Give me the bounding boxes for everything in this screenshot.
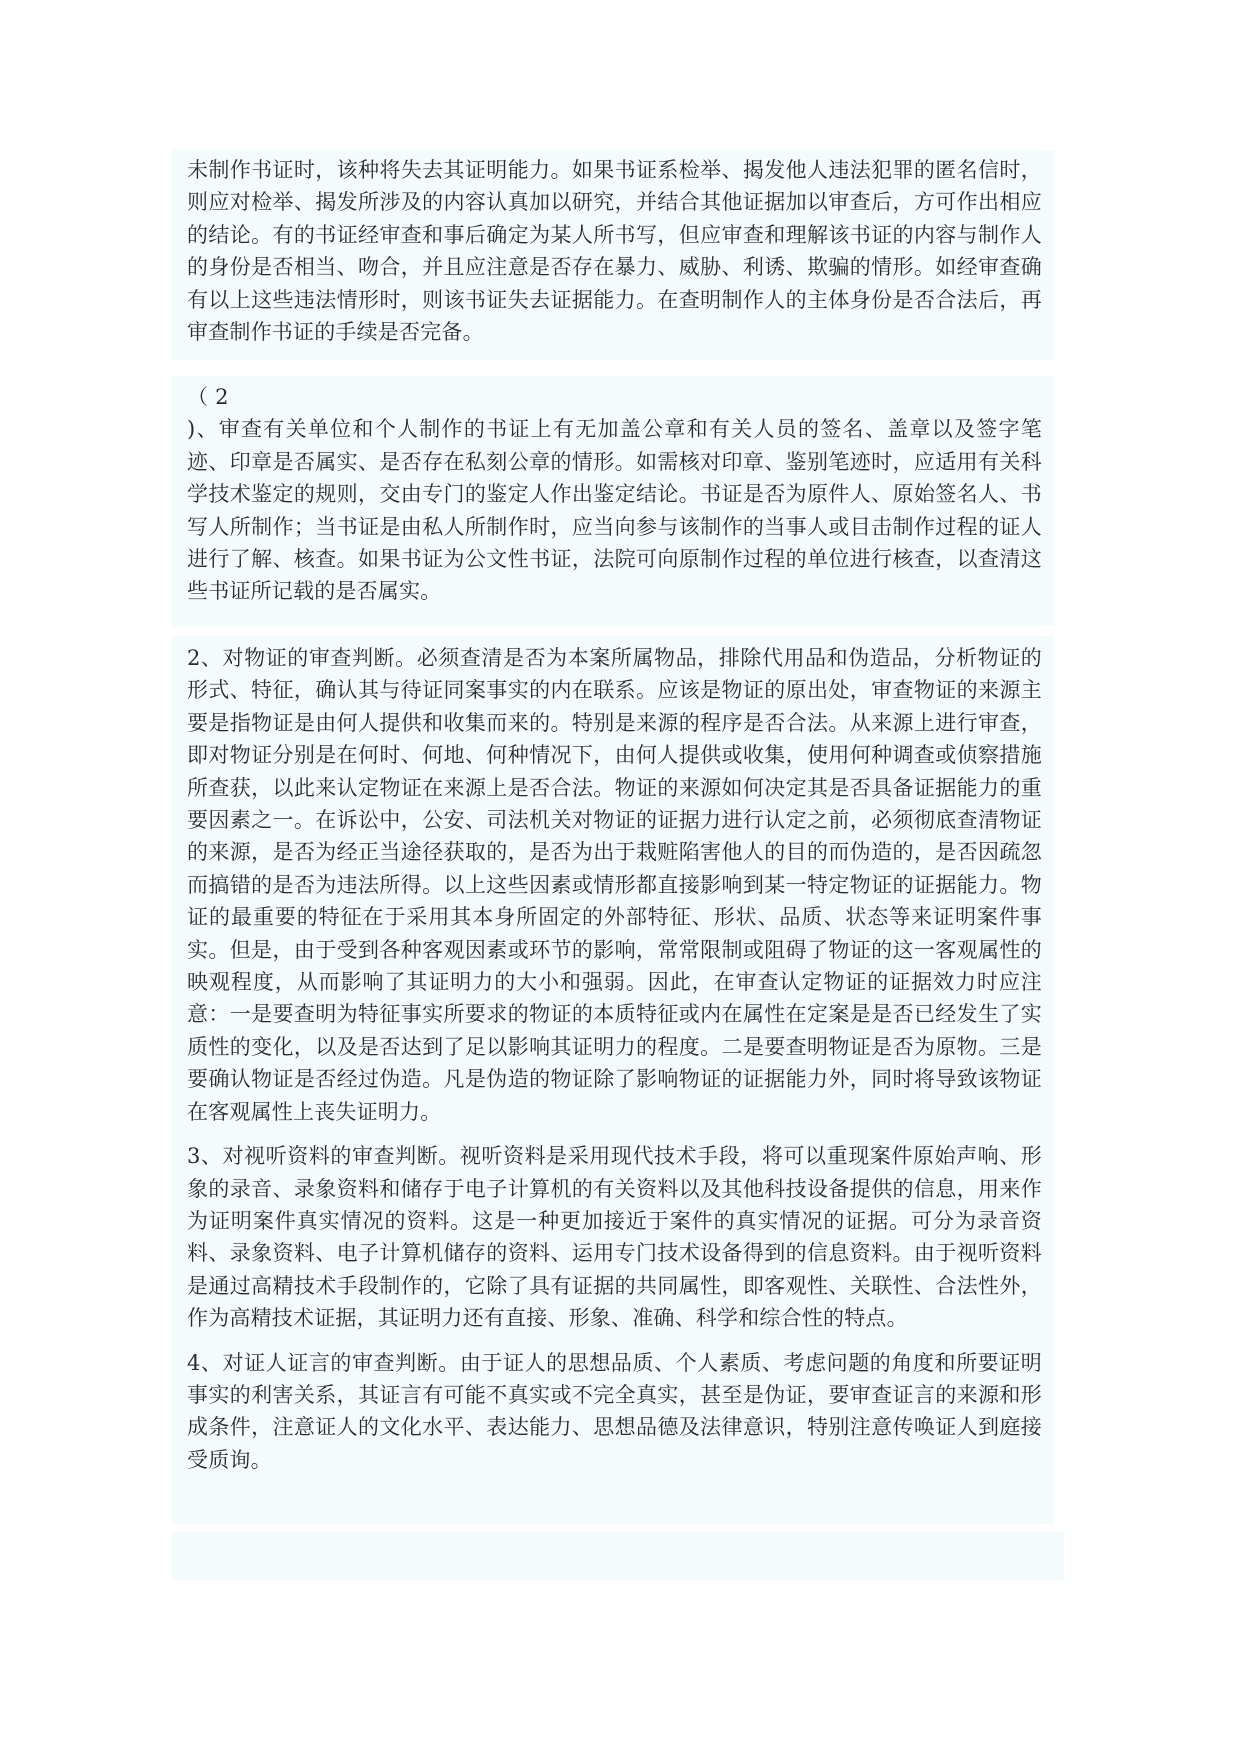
text-block-2 (172, 376, 1054, 626)
paragraph-number-marker: （ 2 (187, 385, 229, 409)
paragraph-audio-visual-materials: 3、对视听资料的审查判断。视听资料是采用现代技术手段，将可以重现案件原始声响、形象的录音、录象资料和储存于电子计算机的有关资料以及其他科技设备提供的信息，用来作为证明案件真实情况的资料。这是一种更加接近于案件的真实情况的证据。可分为录音资料、录象资料、电子计算机储存的资料、运用专门技术设备得到的信息资料。由于视听资料是通过高精技术手段制作的，它除了具有证据的共同属性，即客观性、关联性、合法性外，作为高精技术证据，其证明力还有直接、形象、准确、科学和综合性的特点。 (187, 1144, 1042, 1331)
text-block-1 (172, 150, 1054, 360)
text-block-3 (172, 636, 1054, 1524)
paragraph-witness-testimony: 4、对证人证言的审查判断。由于证人的思想品质、个人素质、考虑问题的角度和所要证明事实的利害关系，其证言有可能不真实或不完全真实，甚至是伪证，要审查证言的来源和形成条件，注意证人的文化水平、表达能力、思想品德及法律意识，特别注意传唤证人到庭接受质询。 (187, 1350, 1042, 1472)
paragraph-physical-evidence: 2、对物证的审查判断。必须查清是否为本案所属物品，排除代用品和伪造品，分析物证的形式、特征，确认其与待证同案事实的内在联系。应该是物证的原出处，审查物证的来源主要是指物证是由何人提供和收集而来的。特别是来源的程序是否合法。从来源上进行审查，即对物证分别是在何时、何地、何种情况下，由何人提供或收集，使用何种调查或侦察措施所查获，以此来认定物证在来源上是否合法。物证的来源如何决定其是否具备证据能力的重要因素之一。在诉讼中，公安、司法机关对物证的证据力进行认定之前，必须彻底查清物证的来源，是否为经正当途径获取的，是否为出于栽赃陷害他人的目的而伪造的，是否因疏忽而搞错的是否为违法所得。以上这些因素或情形都直接影响到某一特定物证的证据能力。物证的最重要的特征在于采用其本身所固定的外部特征、形状、品质、状态等来证明案件事实。但是，由于受到各种客观因素或环节的影响，常常限制或阻碍了物证的这一客观属性的映观程度，从而影响了其证明力的大小和强弱。因此，在审查认定物证的证据效力时应注意：一是要查明为特征事实所要求的物证的本质特征或内在属性在定案是是否已经发生了实质性的变化，以及是否达到了足以影响其证明力的程度。二是要查明物证是否为原物。三是要确认物证是否经过伪造。凡是伪造的物证除了影响物证的证据能力外，同时将导致该物证在客观属性上丧失证明力。 (187, 646, 1042, 1124)
paragraph-documentary-evidence-identity: 未制作书证时，该种将失去其证明能力。如果书证系检举、揭发他人违法犯罪的匿名信时，则应对检举、揭发所涉及的内容认真加以研究，并结合其他证据加以审查后，方可作出相应的结论。有的书证经审查和事后确定为某人所书写，但应审查和理解该书证的内容与制作人的身份是否相当、吻合，并且应注意是否存在暴力、威胁、利诱、欺骗的情形。如经审查确有以上这些违法情形时，则该书证失去证据能力。在查明制作人的主体身份是否合法后，再审查制作书证的手续是否完备。 (187, 158, 1042, 345)
paragraph-seal-signature-review: )、审查有关单位和个人制作的书证上有无加盖公章和有关人员的签名、盖章以及签字笔迹、印章是否属实、是否存在私刻公章的情形。如需核对印章、鉴别笔迹时，应适用有关科学技术鉴定的规则，交由专门的鉴定人作出鉴定结论。书证是否为原件人、原始签名人、书写人所制作；当书证是由私人所制作时，应当向参与该制作的当事人或目击制作过程的证人进行了解、核查。如果书证为公文性书证，法院可向原制作过程的单位进行核查，以查清这些书证所记载的是否属实。 (187, 417, 1042, 604)
empty-text-block (172, 1532, 1064, 1580)
